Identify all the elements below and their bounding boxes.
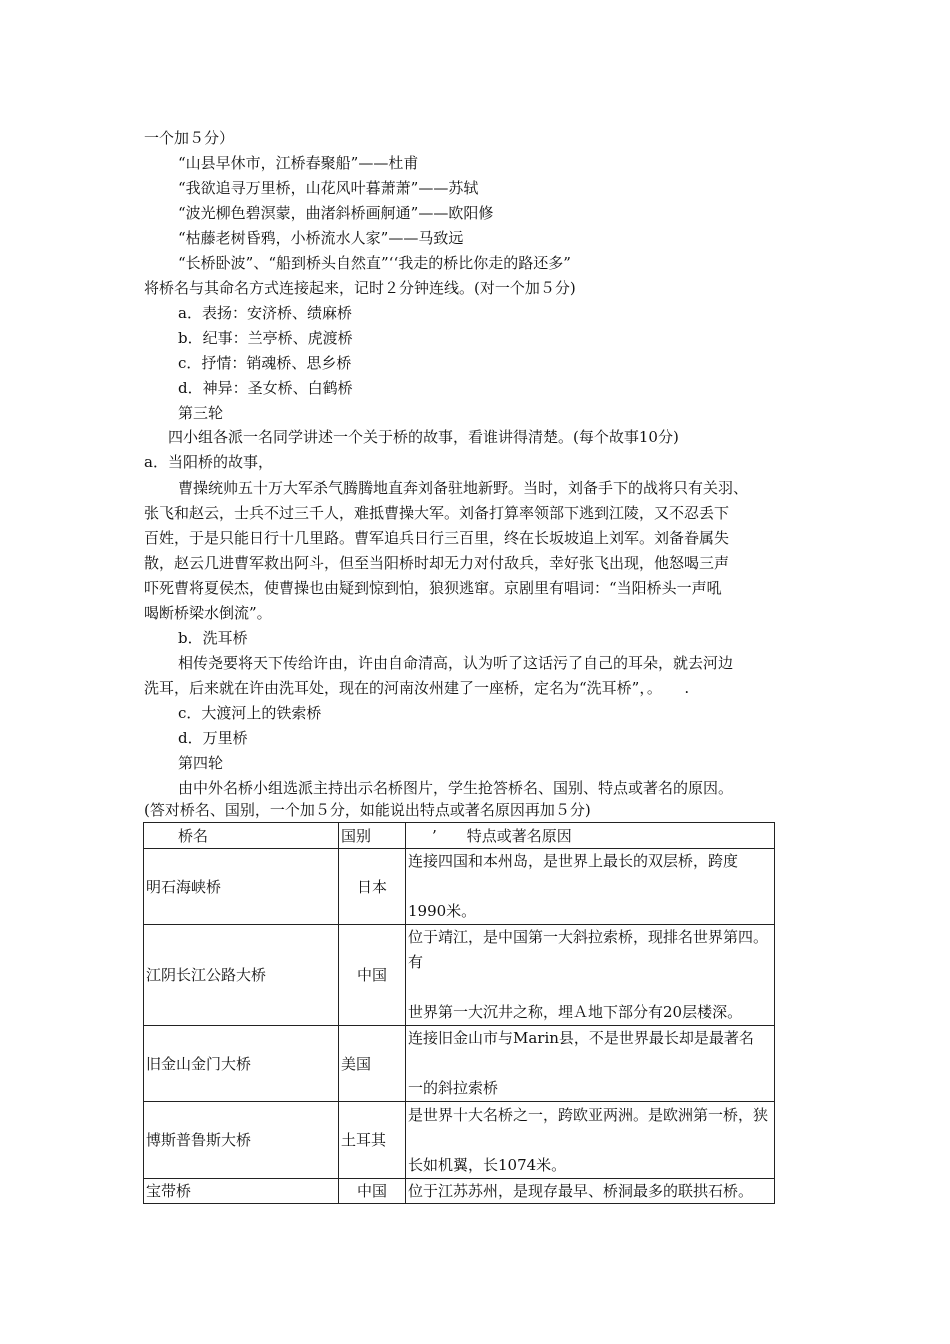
poem-line: “长桥卧波”、“船到桥头自然直”‘‘我走的桥比你走的路还多” [178, 254, 571, 272]
table-row [144, 849, 775, 925]
matching-instruction: 将桥名与其命名方式连接起来，记时２分钟连线。(对一个加５分) [144, 279, 576, 297]
bridge-country: 中国 [339, 925, 406, 1026]
intro-tail: 一个加５分） [144, 129, 235, 147]
story-a-line: 张飞和赵云，士兵不过三千人，难抵曹操大军。刘备打算率领部下逃到江陵，又不忍丢下 [144, 504, 730, 522]
poem-line: “波光柳色碧溟蒙，曲渚斜桥画舸通”——欧阳修 [178, 204, 494, 222]
naming-type-item: c．抒情：销魂桥、思乡桥 [178, 354, 352, 372]
story-a-line: 喝断桥梁水倒流”。 [144, 604, 272, 622]
story-a-line: 散，赵云几进曹军救出阿斗，但至当阳桥时却无力对付敌兵，幸好张飞出现，他怒喝三声 [144, 554, 730, 572]
poem-line: “山县早休市，江桥春聚船”——杜甫 [178, 154, 419, 172]
header-country: 国别 [339, 823, 406, 849]
feature-line: 长如机翼，长1074米。 [408, 1155, 567, 1174]
poem-line: “枯藤老树昏鸦，小桥流水人家”——马致远 [178, 229, 464, 247]
bridge-feature [406, 1026, 775, 1102]
header-feature: ’ 特点或著名原因 [406, 823, 775, 849]
round4-scoring: (答对桥名、国别，一个加５分，如能说出特点或著名原因再加５分) [144, 801, 591, 819]
bridge-name: 江阴长江公路大桥 [144, 925, 339, 1026]
bridge-feature [406, 925, 775, 1026]
feature-line: 连接四国和本州岛，是世界上最长的双层桥，跨度 [408, 852, 739, 870]
feature-line: 是世界十大名桥之一，跨欧亚两洲。是欧洲第一桥，狭 [408, 1105, 769, 1124]
bridge-feature: 位于江苏苏州，是现存最早、桥洞最多的联拱石桥。 [406, 1179, 775, 1204]
table-header-row [144, 823, 775, 849]
bridge-name: 明石海峡桥 [144, 849, 339, 925]
header-name: 桥名 [144, 823, 339, 849]
naming-type-item: a．表扬：安济桥、绩麻桥 [178, 304, 352, 322]
table-row [144, 1179, 775, 1204]
bridge-country: 美国 [339, 1026, 406, 1102]
table-row [144, 1026, 775, 1102]
story-a-line: 吓死曹将夏侯杰，使曹操也由疑到惊到怕，狼狈逃窜。京剧里有唱词：“当阳桥头一声吼 [144, 579, 722, 597]
bridge-name: 博斯普鲁斯大桥 [144, 1102, 339, 1179]
feature-line: 世界第一大沉井之称，埋Ａ地下部分有20层楼深。 [408, 1003, 743, 1021]
round3-instruction: 四小组各派一名同学讲述一个关于桥的故事，看谁讲得清楚。(每个故事10分) [168, 428, 679, 446]
round4-heading: 第四轮 [178, 754, 224, 772]
naming-type-item: b．纪事：兰亭桥、虎渡桥 [178, 329, 353, 347]
bridge-country: 中国 [339, 1179, 406, 1204]
poem-line: “我欲追寻万里桥，山花风叶暮萧萧”——苏轼 [178, 179, 479, 197]
story-b-line: 相传尧要将天下传给许由，许由自命清高，认为听了这话污了自己的耳朵，就去河边 [178, 654, 734, 672]
naming-type-item: d．神异：圣女桥、白鹤桥 [178, 379, 353, 397]
story-b-title: b．洗耳桥 [178, 629, 248, 647]
feature-line: 一的斜拉索桥 [408, 1079, 499, 1097]
story-a-title: a．当阳桥的故事， [144, 453, 273, 471]
story-a-line: 曹操统帅五十万大军杀气腾腾地直奔刘备驻地新野。当时，刘备手下的战将只有关羽、 [178, 479, 749, 497]
feature-line: 连接旧金山市与Marin县，不是世界最长却是最著名 [408, 1029, 754, 1047]
feature-line: 1990米。 [408, 902, 477, 920]
story-d-title: d．万里桥 [178, 729, 248, 747]
table-row [144, 1102, 775, 1179]
bridge-feature [406, 1102, 775, 1179]
story-b-line: 洗耳，后来就在许由洗耳处，现在的河南汝州建了一座桥，定名为“洗耳桥”，。 . [144, 679, 690, 697]
table-row [144, 925, 775, 1026]
bridge-name: 旧金山金门大桥 [144, 1026, 339, 1102]
bridge-feature [406, 849, 775, 925]
bridge-table [143, 822, 775, 1204]
round3-heading: 第三轮 [178, 404, 224, 422]
bridge-country: 土耳其 [339, 1102, 406, 1179]
bridge-name: 宝带桥 [144, 1179, 339, 1204]
bridge-country: 日本 [339, 849, 406, 925]
story-c-title: c．大渡河上的铁索桥 [178, 704, 322, 722]
round4-instruction: 由中外名桥小组选派主持出示名桥图片，学生抢答桥名、国别、特点或著名的原因。 [178, 779, 734, 797]
feature-line: 有 [408, 953, 424, 971]
feature-line: 位于靖江，是中国第一大斜拉索桥，现排名世界第四。 [408, 928, 769, 946]
story-a-line: 百姓，于是只能日行十几里路。曹军追兵日行三百里，终在长坂坡追上刘军。刘备眷属失 [144, 529, 730, 547]
